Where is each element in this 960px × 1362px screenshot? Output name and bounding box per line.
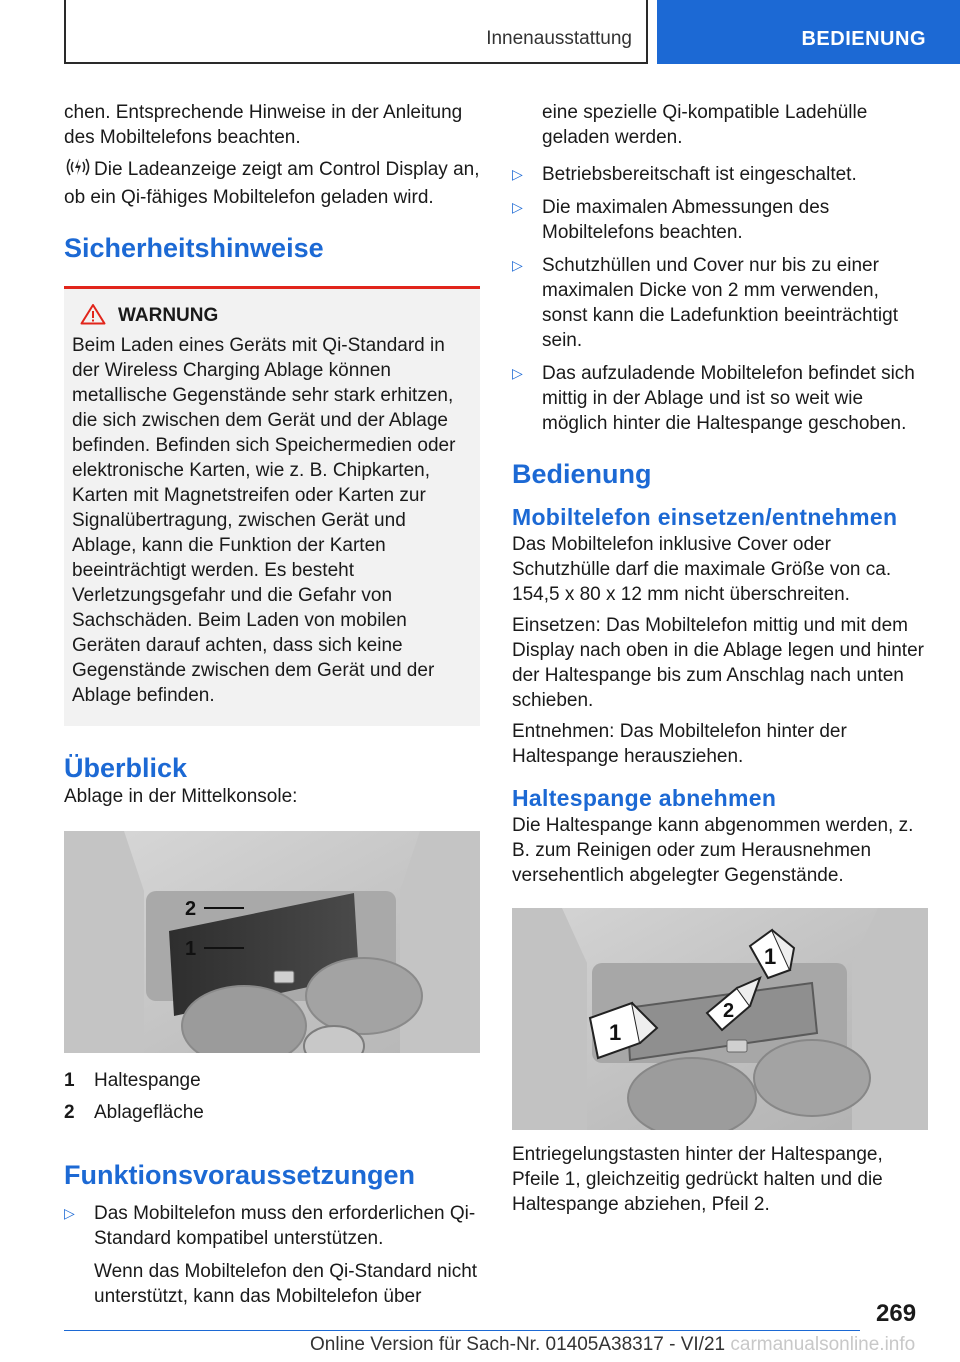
- insert-heading: Mobiltelefon einsetzen/entnehmen: [512, 504, 898, 530]
- triangle-bullet-icon: ▷: [64, 1205, 75, 1221]
- overview-heading: Überblick: [64, 753, 188, 783]
- page-number: 269: [876, 1300, 917, 1327]
- arrow-label-left: 1: [609, 1020, 622, 1045]
- right-column: [512, 100, 928, 1223]
- intro-text: chen. Entsprechende Hinweise in der Anleitung des Mobiltelefons beachten.: [64, 102, 463, 148]
- bullet-item: ▷ Die maximalen Abmessungen des Mobiltelefons beachten.: [512, 197, 830, 243]
- figure-legend: [64, 1065, 480, 1129]
- online-version: Online Version für Sach-Nr. 01405A38317 - VI/21: [310, 1334, 726, 1355]
- footer-divider: [64, 1330, 860, 1331]
- safety-heading: Sicherheitshinweise: [64, 233, 324, 263]
- requirements-heading: Funktionsvoraussetzungen: [64, 1160, 416, 1190]
- image-caption: Entriegelungstasten hinter der Haltespange, Pfeile 1, gleichzeitig gedrückt halten und die Haltespange abziehen, Pfeil 2.: [512, 1144, 883, 1215]
- header-chapter-tab: [657, 0, 960, 64]
- arrow-label-right: 1: [764, 944, 777, 969]
- triangle-bullet-icon: ▷: [512, 199, 523, 215]
- console-storage-image: [64, 831, 480, 1053]
- wireless-charging-icon: [64, 156, 94, 185]
- warning-title-row: [72, 303, 472, 329]
- legend-item: 1 Haltespange: [64, 1070, 201, 1091]
- warning-text: Beim Laden eines Geräts mit Qi-Standard in der Wireless Charging Ablage können metallische Gegenstände sehr stark erhitzen, die sich zwischen dem Gerät und der Ablage befinden. Befinden sich Speichermedien oder elektronische Karten, wie z. B. Chipkarten, Karten mit Magnetstreifen oder Karten zur Signalübertragung, zwischen Gerät und Ablage, kann die Funktion der Karten beeinträchtigt werden. Es besteht Verletzungsgefahr und die Gefahr von Sachschäden. Beim Laden von mobilen Geräten darauf achten, dass sich keine Gegenstände zwischen dem Gerät und der Ablage befinden.: [72, 335, 456, 706]
- warning-title: WARNUNG: [118, 305, 219, 326]
- bullet-item: ▷ Betriebsbereitschaft ist eingeschaltet.: [512, 164, 857, 185]
- bullet-item: ▷ Das Mobiltelefon muss den erforderlichen Qi-Standard kompatibel unterstützen.: [64, 1203, 476, 1249]
- insert-text-2: Einsetzen: Das Mobiltelefon mittig und mit dem Display nach oben in die Ablage legen und hinter der Haltespange bis zum Anschlag nach unten schieben.: [512, 615, 924, 711]
- left-column: [64, 100, 480, 1315]
- header-chapter-title: BEDIENUNG: [801, 28, 926, 50]
- clip-removal-image: [512, 908, 928, 1130]
- header-section-title: Innenausstattung: [486, 28, 632, 49]
- clip-text: Die Haltespange kann abgenommen werden, z. B. zum Reinigen oder zum Herausnehmen versehentlich abgelegter Gegenstände.: [512, 815, 914, 886]
- bullet-item: ▷ Schutzhüllen und Cover nur bis zu einer maximalen Dicke von 2 mm verwenden, sonst kann die Ladefunktion beeinträchtigt sein.: [512, 255, 898, 351]
- operation-heading: Bedienung: [512, 459, 652, 489]
- indicator-paragraph: [64, 156, 480, 210]
- indicator-text: Die Ladeanzeige zeigt am Control Display an, ob ein Qi-fähiges Mobiltelefon geladen wird.: [64, 159, 480, 208]
- requirement-note: Wenn das Mobiltelefon den Qi-Standard nicht unterstützt, kann das Mobiltelefon über: [94, 1261, 478, 1307]
- clip-heading: Haltespange abnehmen: [512, 785, 777, 811]
- watermark: carmanualsonline.info: [730, 1334, 916, 1355]
- arrow-label-middle: 2: [723, 1000, 735, 1022]
- legend-item: 2 Ablagefläche: [64, 1102, 204, 1123]
- header-section-tab: [64, 0, 648, 64]
- figure-label-1: 1: [185, 938, 197, 960]
- footer-text: [310, 1334, 915, 1356]
- overview-text: Ablage in der Mittelkonsole:: [64, 786, 298, 807]
- triangle-bullet-icon: ▷: [512, 257, 523, 273]
- warning-box: [64, 286, 480, 726]
- bullet-item: ▷ Das aufzuladende Mobiltelefon befindet sich mittig in der Ablage und ist so weit wie möglich hinter die Haltespange geschoben.: [512, 363, 915, 434]
- insert-text-1: Das Mobiltelefon inklusive Cover oder Schutzhülle darf die maximale Größe von ca. 154,5 x 80 x 12 mm nicht überschreiten.: [512, 534, 892, 605]
- insert-text-3: Entnehmen: Das Mobiltelefon hinter der Haltespange herausziehen.: [512, 721, 847, 767]
- triangle-bullet-icon: ▷: [512, 166, 523, 182]
- warning-triangle-icon: [80, 303, 106, 325]
- continued-note: eine spezielle Qi-kompatible Ladehülle geladen werden.: [542, 102, 868, 148]
- triangle-bullet-icon: ▷: [512, 365, 523, 381]
- figure-label-2: 2: [185, 898, 197, 920]
